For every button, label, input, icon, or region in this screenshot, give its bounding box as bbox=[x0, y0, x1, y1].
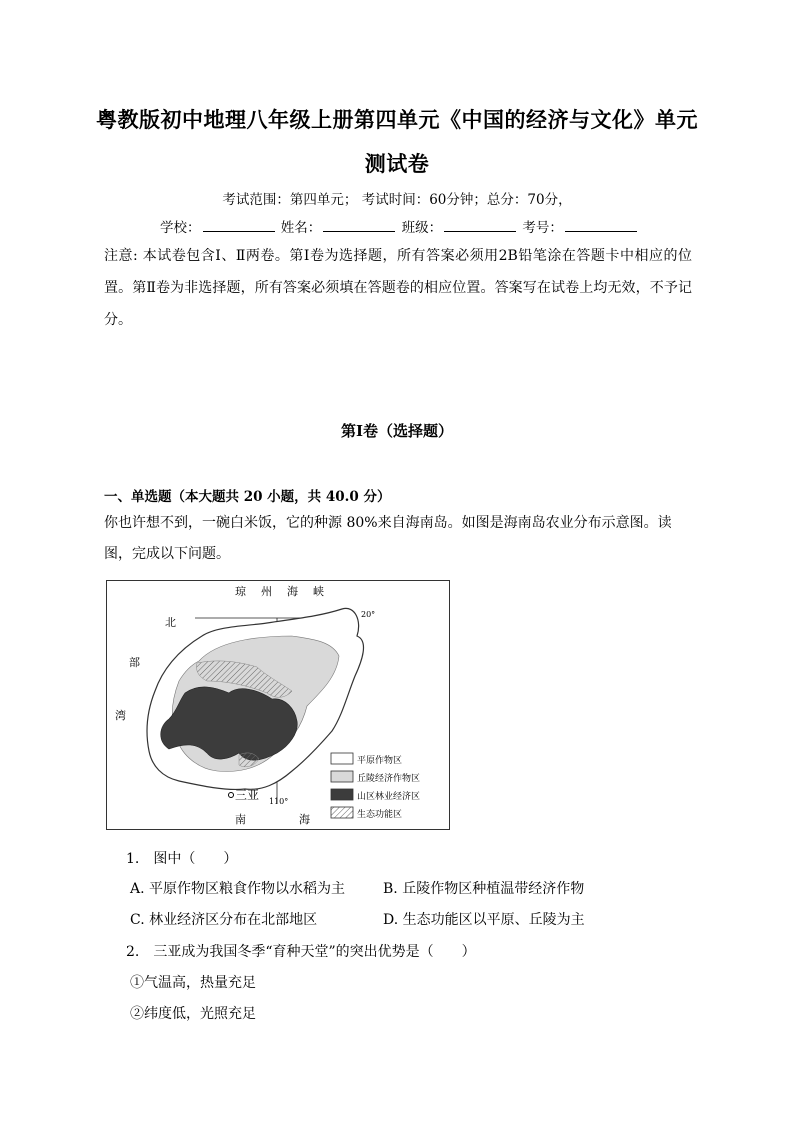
legend-swatch-plain bbox=[331, 753, 353, 764]
title-line-2: 测试卷 bbox=[364, 151, 430, 176]
exam-info: 考试范围：第四单元； 考试时间：60分钟；总分：70分， bbox=[222, 192, 572, 208]
sanya-marker bbox=[229, 793, 234, 798]
question-2-statement-2: ②纬度低，光照充足 bbox=[130, 1006, 256, 1022]
school-blank[interactable] bbox=[203, 219, 275, 232]
question-1-option-b[interactable]: B. 丘陵作物区种植温带经济作物 bbox=[383, 881, 585, 897]
legend-swatch-hill bbox=[331, 771, 353, 782]
legend-label-eco: 生态功能区 bbox=[357, 810, 403, 820]
question-1-option-a[interactable]: A. 平原作物区粮食作物以水稻为主 bbox=[130, 881, 346, 897]
map-label-strait: 琼 州 海 峡 bbox=[235, 585, 326, 598]
map-label-bei: 北 bbox=[165, 616, 176, 629]
school-line bbox=[160, 216, 639, 236]
map-label-hai: 海 bbox=[299, 813, 310, 826]
question-1-stem: 1. 图中（ ） bbox=[126, 851, 238, 867]
intro-paragraph: 你也许想不到，一碗白米饭，它的种源 80%来自海南岛。如图是海南岛农业分布示意图。读图，完成以下问题。 bbox=[104, 515, 672, 562]
map-label-nan: 南 bbox=[235, 813, 246, 826]
question-2-stem: 2. 三亚成为我国冬季“育种天堂”的突出优势是（ ） bbox=[126, 944, 476, 960]
legend-label-mountain: 山区林业经济区 bbox=[357, 792, 421, 802]
part-title: 一、单选题（本大题共 20 小题，共 40.0 分） bbox=[104, 489, 391, 505]
title-line-1: 粤教版初中地理八年级上册第四单元《中国的经济与文化》单元 bbox=[96, 107, 698, 132]
class-label: 班级： bbox=[401, 220, 443, 236]
map-label-lon: 110° bbox=[269, 797, 289, 806]
number-blank[interactable] bbox=[565, 219, 637, 232]
name-label: 姓名： bbox=[280, 220, 322, 236]
map-label-bu: 部 bbox=[129, 656, 140, 669]
question-2-statement-1: ①气温高，热量充足 bbox=[130, 975, 256, 991]
question-1-option-c[interactable]: C. 林业经济区分布在北部地区 bbox=[130, 912, 318, 928]
hainan-agriculture-map bbox=[106, 580, 450, 830]
legend-swatch-mountain bbox=[331, 789, 353, 800]
map-label-sanya: 三亚 bbox=[235, 788, 260, 802]
legend-swatch-eco bbox=[331, 807, 353, 818]
legend-label-plain: 平原作物区 bbox=[357, 756, 403, 766]
section-title: 第Ⅰ卷（选择题） bbox=[340, 422, 454, 440]
school-label: 学校： bbox=[160, 220, 201, 236]
number-label: 考号： bbox=[522, 220, 563, 236]
legend-label-hill: 丘陵经济作物区 bbox=[357, 774, 421, 784]
class-blank[interactable] bbox=[444, 219, 516, 232]
name-blank[interactable] bbox=[323, 219, 395, 232]
question-1-option-d[interactable]: D. 生态功能区以平原、丘陵为主 bbox=[383, 912, 585, 928]
map-label-wan: 湾 bbox=[115, 709, 126, 722]
notice: 注意: 本试卷包含Ⅰ、Ⅱ两卷。第Ⅰ卷为选择题，所有答案必须用2B铅笔涂在答题卡中相应的位置。第Ⅱ卷为非选择题，所有答案必须填在答题卷的相应位置。答案写在试卷上均无效，不予记分。 bbox=[104, 248, 692, 328]
map-label-lat: 20° bbox=[361, 610, 376, 619]
